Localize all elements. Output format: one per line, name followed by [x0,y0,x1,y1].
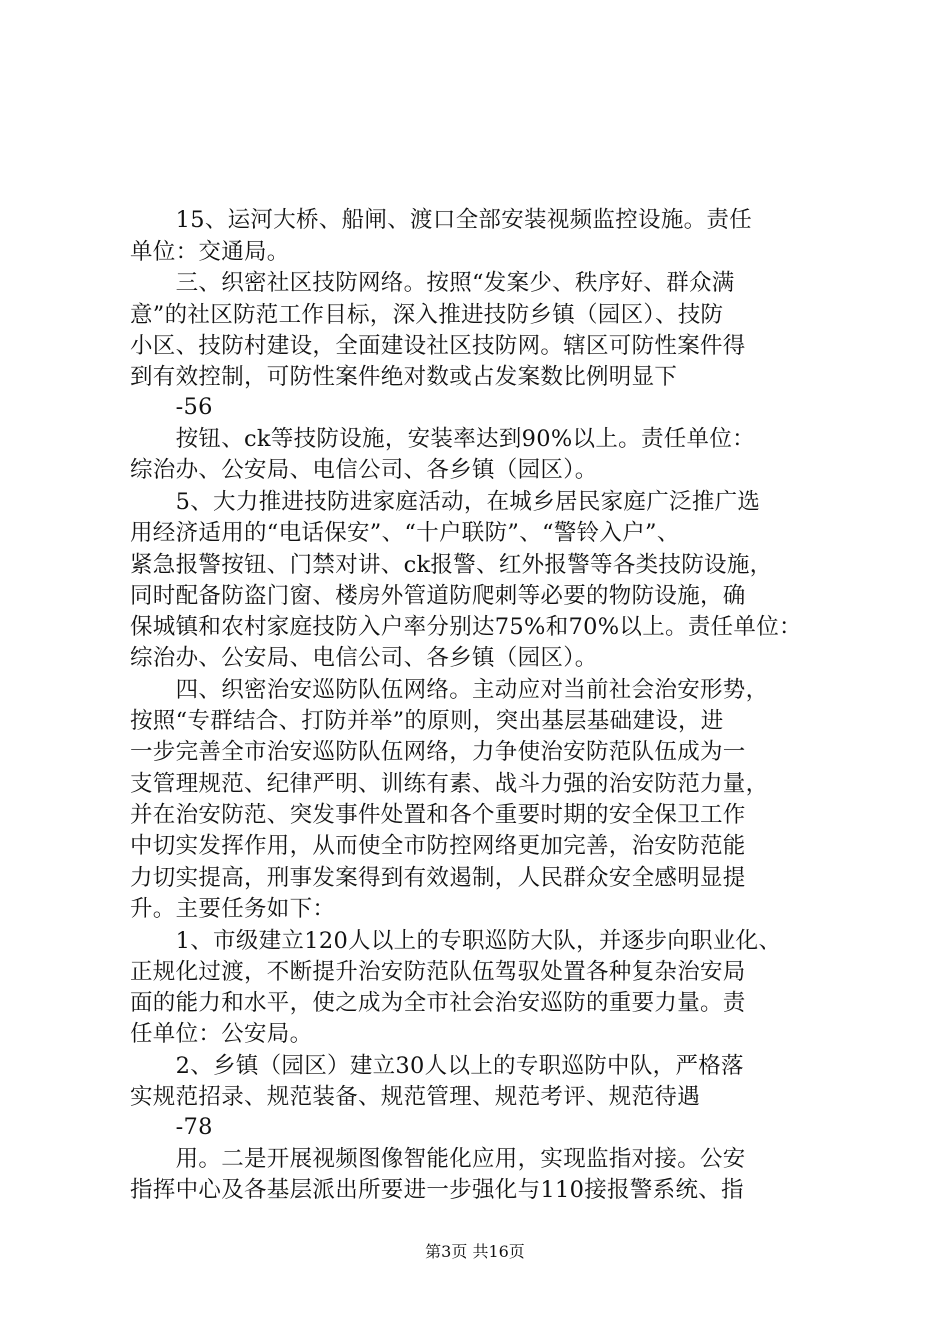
text-line: 综治办、公安局、电信公司、各乡镇（园区）。 [130,645,598,671]
text-line: 指挥中心及各基层派出所要进一步强化与110接报警系统、指 [130,1177,744,1203]
text-line: 紧急报警按钮、门禁对讲、ck报警、红外报警等各类技防设施， [130,552,773,578]
text-line: 中切实发挥作用，从而使全市防控网络更加完善，治安防范能 [130,833,746,859]
text-line: 按照“专群结合、打防并举”的原则，突出基层基础建设，进 [130,708,724,734]
text-line: 用经济适用的“电话保安”、“十户联防”、“警铃入户”、 [130,520,680,546]
text-line: 按钮、ck等技防设施，安装率达到90%以上。责任单位： [130,426,755,452]
text-line: 四、织密治安巡防队伍网络。主动应对当前社会治安形势， [130,677,769,703]
page-footer: 第3页 共16页 [425,1242,525,1261]
text-line: 并在治安防范、突发事件处置和各个重要时期的安全保卫工作 [130,802,746,828]
text-line: 2、乡镇（园区）建立30人以上的专职巡防中队，严格落 [130,1053,744,1079]
page-marker: -78 [130,1114,213,1140]
text-line: 保城镇和农村家庭技防入户率分别达75%和70%以上。责任单位： [130,614,802,640]
text-line: 意”的社区防范工作目标，深入推进技防乡镇（园区）、技防 [130,302,724,328]
text-line: 1、市级建立120人以上的专职巡防大队，并逐步向职业化、 [130,928,782,954]
text-line: 面的能力和水平，使之成为全市社会治安巡防的重要力量。责 [130,990,746,1016]
text-line: 到有效控制，可防性案件绝对数或占发案数比例明显下 [130,364,678,390]
text-line: 升。主要任务如下： [130,896,336,922]
text-line: 同时配备防盗门窗、楼房外管道防爬刺等必要的物防设施，确 [130,583,746,609]
text-line: 实规范招录、规范装备、规范管理、规范考评、规范待遇 [130,1084,701,1110]
page-marker: -56 [130,394,213,420]
text-line: 15、运河大桥、船闸、渡口全部安装视频监控设施。责任 [130,207,753,233]
text-line: 小区、技防村建设，全面建设社区技防网。辖区可防性案件得 [130,333,746,359]
text-line: 任单位：公安局。 [130,1021,313,1047]
text-line: 力切实提高，刑事发案得到有效遏制，人民群众安全感明显提 [130,865,746,891]
text-line: 单位：交通局。 [130,239,290,265]
text-line: 三、织密社区技防网络。按照“发案少、秩序好、群众满 [130,270,735,296]
text-line: 用。二是开展视频图像智能化应用，实现监指对接。公安 [130,1146,746,1172]
text-line: 5、大力推进技防进家庭活动，在城乡居民家庭广泛推广选 [130,489,761,515]
text-line: 正规化过渡，不断提升治安防范队伍驾驭处置各种复杂治安局 [130,959,746,985]
text-line: 一步完善全市治安巡防队伍网络，力争使治安防范队伍成为一 [130,739,746,765]
text-line: 综治办、公安局、电信公司、各乡镇（园区）。 [130,457,598,483]
text-line: 支管理规范、纪律严明、训练有素、战斗力强的治安防范力量， [130,771,769,797]
